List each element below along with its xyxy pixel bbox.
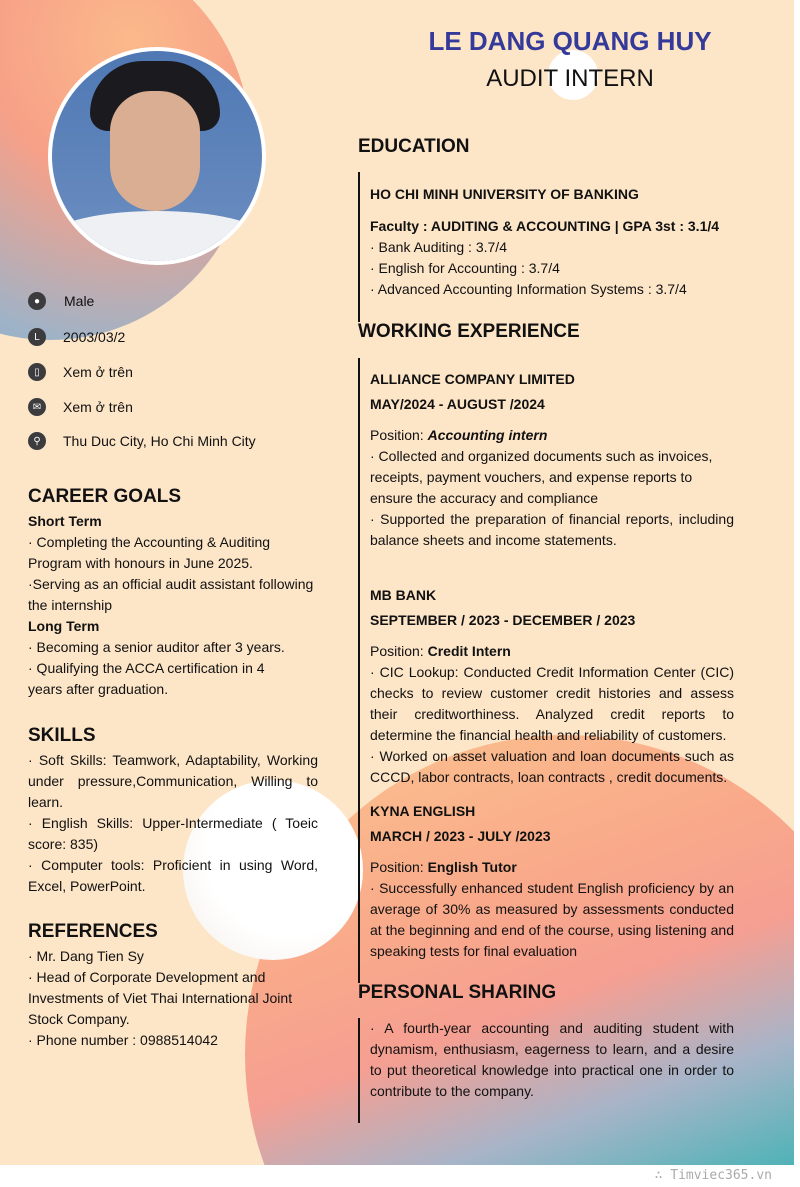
position-label: Position: [370, 643, 428, 659]
goal-item: · Qualifying the ACCA certification in 4 years after graduation. [28, 660, 265, 697]
section-title: EDUCATION [358, 136, 470, 157]
contact-birthdate [28, 328, 125, 346]
birthdate-text: 2003/03/2 [63, 329, 126, 345]
mail-icon: ✉ [28, 398, 46, 416]
job-period: SEPTEMBER / 2023 - DECEMBER / 2023 [370, 612, 636, 628]
course-grade: · Advanced Accounting Information Systems : 3.7/4 [370, 281, 687, 297]
job-entry [370, 801, 734, 962]
section-title: PERSONAL SHARING [358, 982, 557, 1003]
skill-item: · Computer tools: Proficient in using Word, Excel, PowerPoint. [28, 857, 318, 894]
job-title: AUDIT INTERN [486, 65, 654, 92]
divider [358, 1018, 360, 1123]
reference-item: · Mr. Dang Tien Sy [28, 948, 144, 964]
long-term-label: Long Term [28, 618, 100, 634]
person-icon: ● [28, 292, 46, 310]
school-name: HO CHI MINH UNIVERSITY OF BANKING [370, 186, 639, 202]
job-duty: · Supported the preparation of financial reports, including balance sheets and income statements. [370, 511, 734, 548]
job-duty: · Worked on asset valuation and loan documents such as CCCD, labor contracts, loan contracts , credit documents. [370, 748, 734, 785]
company-name: KYNA ENGLISH [370, 803, 476, 819]
course-grade: · English for Accounting : 3.7/4 [370, 260, 560, 276]
email-text: Xem ở trên [63, 399, 133, 415]
contact-address [28, 432, 256, 450]
position-name: Credit Intern [427, 643, 511, 659]
job-position [370, 641, 734, 662]
contact-email [28, 398, 133, 416]
divider [358, 172, 360, 322]
short-term-label: Short Term [28, 513, 102, 529]
goal-item: · Completing the Accounting & Auditing Program with honours in June 2025. [28, 534, 271, 571]
position-name: Accounting intern [427, 427, 548, 443]
reference-item: · Head of Corporate Development and Investments of Viet Thai International Joint Stock Company. [28, 969, 293, 1027]
job-period: MARCH / 2023 - JULY /2023 [370, 828, 551, 844]
avatar-photo [48, 47, 266, 265]
section-title: CAREER GOALS [28, 486, 182, 507]
section-title: WORKING EXPERIENCE [358, 321, 580, 342]
goal-item: ·Serving as an official audit assistant following the internship [28, 576, 314, 613]
career-goals-section [28, 486, 318, 700]
gender-text: Male [64, 293, 95, 309]
address-text: Thu Duc City, Ho Chi Minh City [63, 433, 256, 449]
goal-item: · Becoming a senior auditor after 3 years. [28, 639, 285, 655]
job-entry [370, 369, 734, 551]
position-name: English Tutor [427, 859, 517, 875]
job-entry [370, 585, 734, 788]
job-duty: · Collected and organized documents such as invoices, receipts, payment vouchers, and expense reports to ensure the accuracy and compliance [370, 448, 713, 506]
clock-icon: L [28, 328, 46, 346]
reference-item: · Phone number : 0988514042 [28, 1032, 218, 1048]
skills-section [28, 725, 318, 897]
watermark: ∴ Timviec365.vn [654, 1168, 772, 1183]
faculty-gpa: Faculty : AUDITING & ACCOUNTING | GPA 3st : 3.1/4 [370, 218, 720, 234]
company-name: MB BANK [370, 587, 437, 603]
skill-item: · Soft Skills: Teamwork, Adaptability, Working under pressure,Communication, Willing to learn. [28, 752, 318, 810]
references-section [28, 921, 308, 1051]
position-label: Position: [370, 859, 428, 875]
divider [358, 358, 360, 983]
skill-item: · English Skills: Upper-Intermediate ( Toeic score: 835) [28, 815, 318, 852]
course-grade: · Bank Auditing : 3.7/4 [370, 239, 507, 255]
education-block [370, 184, 734, 300]
job-position [370, 857, 734, 878]
job-position [370, 425, 734, 446]
contact-phone [28, 363, 133, 381]
location-icon: ⚲ [28, 432, 46, 450]
position-label: Position: [370, 427, 428, 443]
candidate-name: LE DANG QUANG HUY [428, 26, 712, 56]
job-duty: · CIC Lookup: Conducted Credit Information Center (CIC) checks to review customer credit histories and assess their creditworthiness. Analyzed credit reports to determine the financial health and reliability of customers. [370, 664, 734, 743]
job-duty: · Successfully enhanced student English proficiency by an average of 30% as measured by assessments conducted at the beginning and end of the course, using listening and speaking tests for final evaluation [370, 880, 734, 959]
section-title: SKILLS [28, 725, 96, 746]
contact-gender [28, 292, 94, 310]
job-period: MAY/2024 - AUGUST /2024 [370, 396, 545, 412]
section-title: REFERENCES [28, 921, 158, 942]
phone-icon: ▯ [28, 363, 46, 381]
personal-sharing-text: · A fourth-year accounting and auditing student with dynamism, enthusiasm, eagerness to learn, and a desire to put theoretical knowledge into practical one in order to contribute to the company. [370, 1020, 734, 1099]
phone-text: Xem ở trên [63, 364, 133, 380]
company-name: ALLIANCE COMPANY LIMITED [370, 371, 575, 387]
